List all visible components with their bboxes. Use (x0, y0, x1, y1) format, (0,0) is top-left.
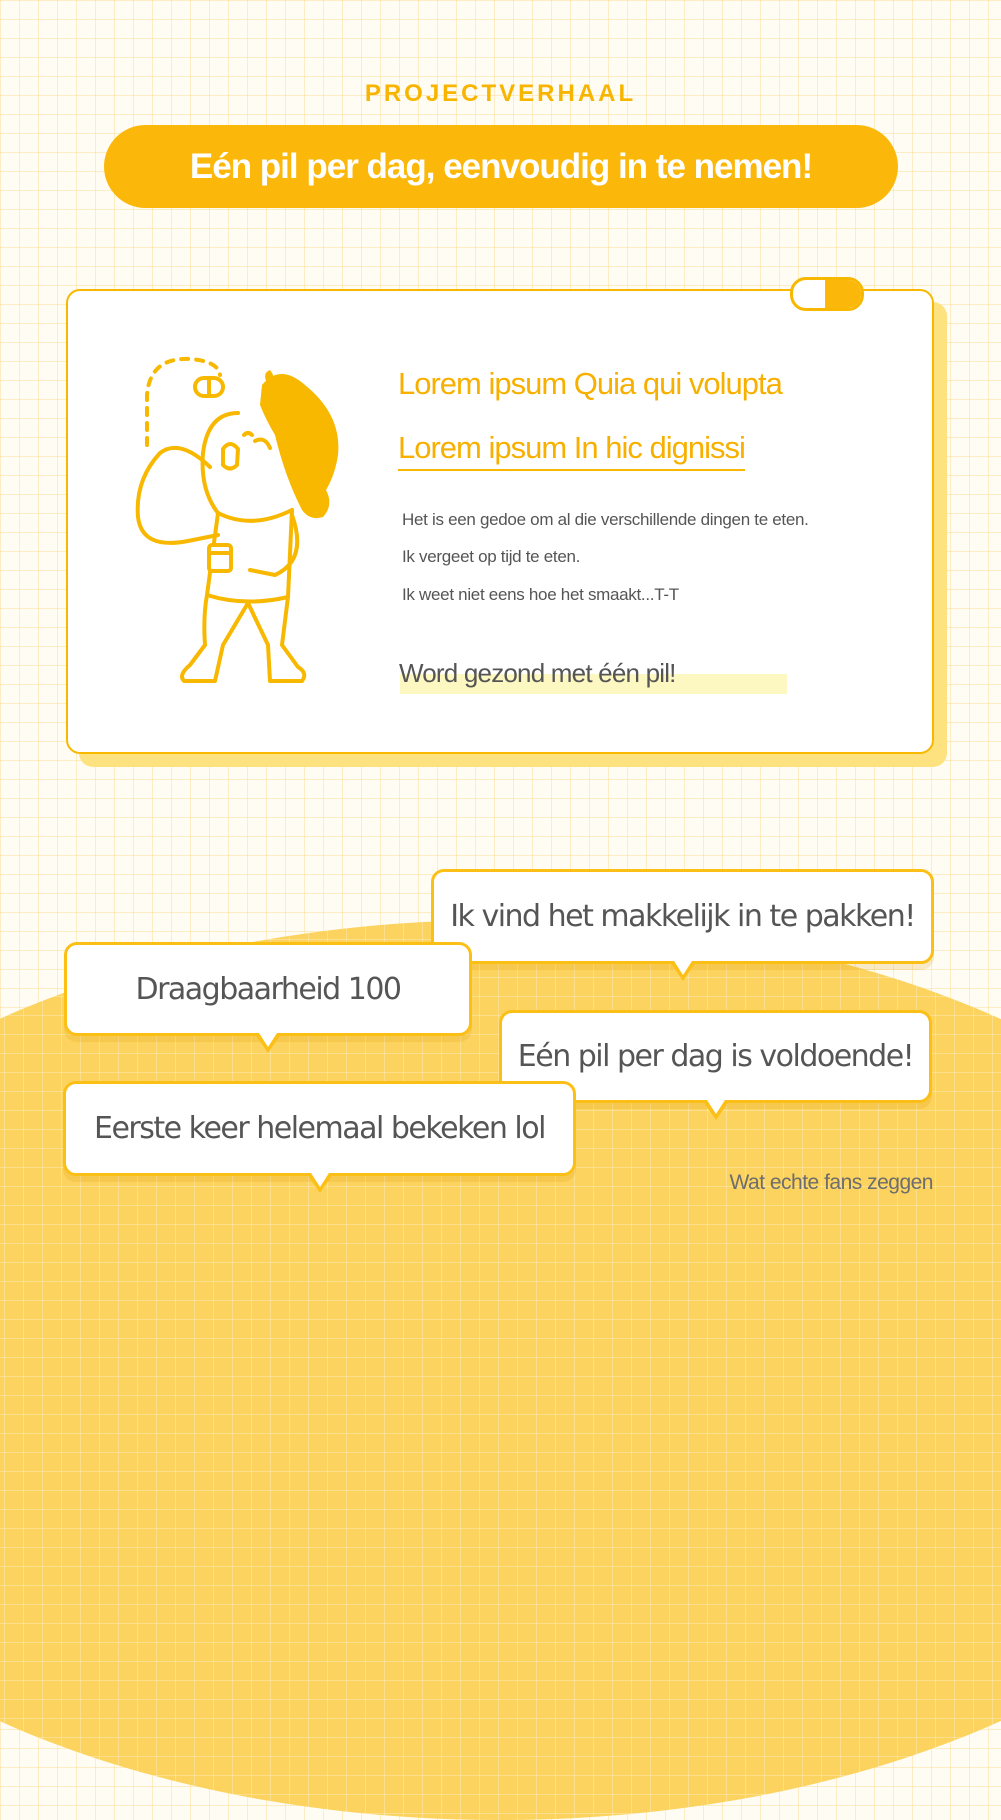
card-line-2: Ik vergeet op tijd te eten. (402, 547, 581, 566)
section-eyebrow: PROJECTVERHAAL (364, 80, 637, 107)
speech-bubble-4 (63, 1081, 576, 1176)
speech-bubble-2-text: Draagbaarheid 100 (135, 971, 401, 1007)
card-line-1: Het is een gedoe om al die verschillende dingen te eten. (402, 510, 809, 529)
character-illustration (120, 345, 360, 705)
speech-bubble-3-text: Eén pil per dag is voldoende! (517, 1039, 914, 1074)
footer-note: Wat echte fans zeggen (729, 1171, 933, 1194)
card-heading-secondary: Lorem ipsum In hic dignissi (398, 430, 745, 471)
pill-icon (790, 277, 864, 311)
speech-bubble-2 (64, 942, 472, 1036)
page-title: Eén pil per dag, eenvoudig in te nemen! (189, 146, 813, 186)
card-line-3: Ik weet niet eens hoe het smaakt...T-T (402, 585, 679, 604)
card-heading-primary: Lorem ipsum Quia qui volupta (398, 366, 782, 401)
card-closing: Word gezond met één pil! (399, 658, 676, 688)
speech-bubble-1 (431, 869, 934, 964)
speech-bubble-4-text: Eerste keer helemaal bekeken lol (94, 1111, 545, 1146)
speech-bubble-1-text: Ik vind het makkelijk in te pakken! (450, 899, 915, 934)
title-banner (104, 125, 898, 208)
